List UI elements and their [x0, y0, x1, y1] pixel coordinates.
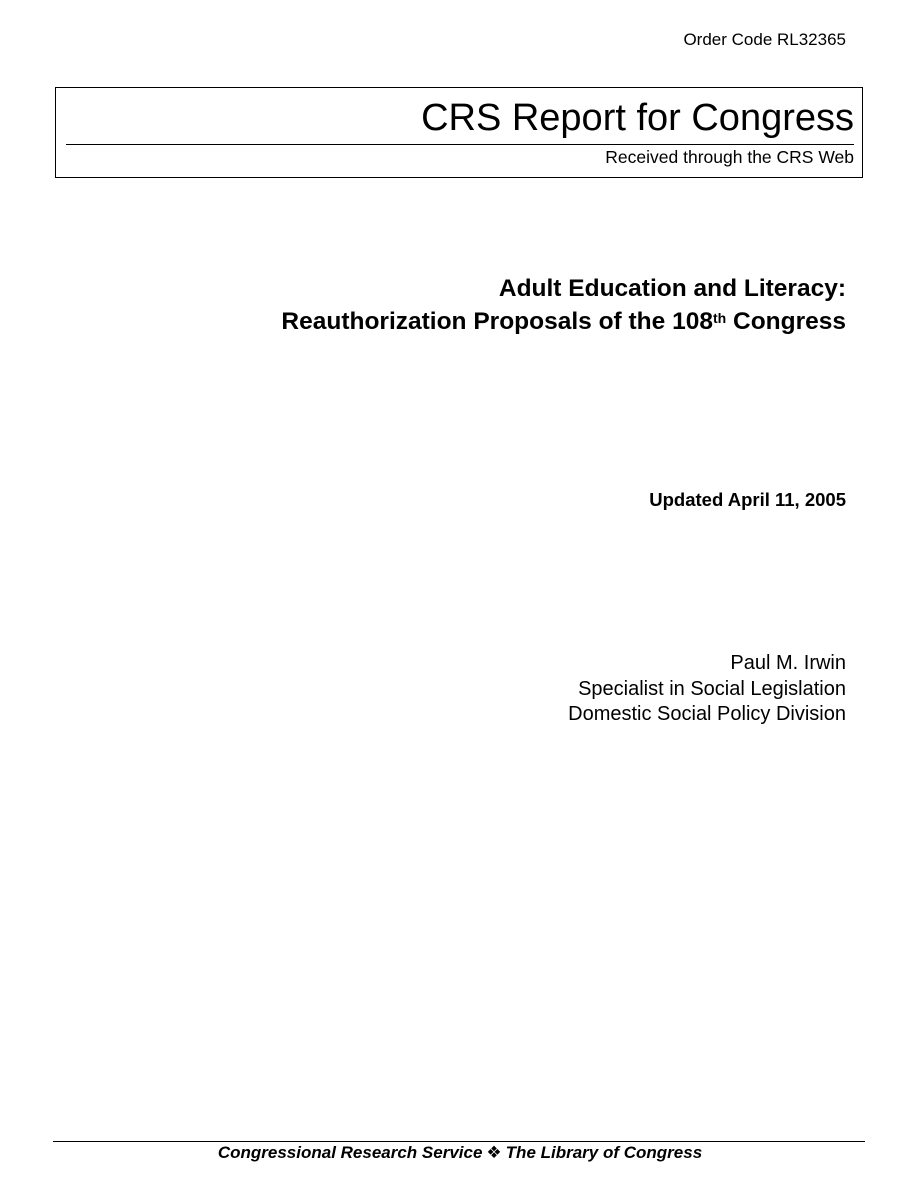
report-title-line-1: Adult Education and Literacy: — [498, 275, 846, 302]
header-subtitle: Received through the CRS Web — [605, 147, 854, 167]
updated-date: Updated April 11, 2005 — [649, 489, 846, 510]
report-title-ordinal-suffix: th — [712, 310, 727, 326]
author-name: Paul M. Irwin — [730, 652, 846, 674]
header-title: CRS Report for Congress — [421, 97, 854, 139]
report-header-box — [55, 87, 863, 178]
report-title-line-2 — [86, 305, 846, 338]
author-role: Specialist in Social Legislation — [578, 677, 846, 700]
order-code: Order Code RL32365 — [683, 30, 846, 49]
report-title — [86, 272, 846, 338]
author-block — [568, 651, 846, 728]
footer — [0, 1143, 920, 1163]
footer-divider — [53, 1141, 865, 1142]
footer-right: The Library of Congress — [505, 1143, 703, 1162]
diamond-separator-icon: ❖ — [486, 1143, 502, 1162]
footer-left: Congressional Research Service — [217, 1143, 483, 1162]
header-divider — [66, 144, 854, 145]
report-title-line-2-suffix: Congress — [726, 308, 846, 335]
author-division: Domestic Social Policy Division — [568, 703, 846, 725]
report-title-line-2-prefix: Reauthorization Proposals of the 108 — [281, 308, 713, 335]
